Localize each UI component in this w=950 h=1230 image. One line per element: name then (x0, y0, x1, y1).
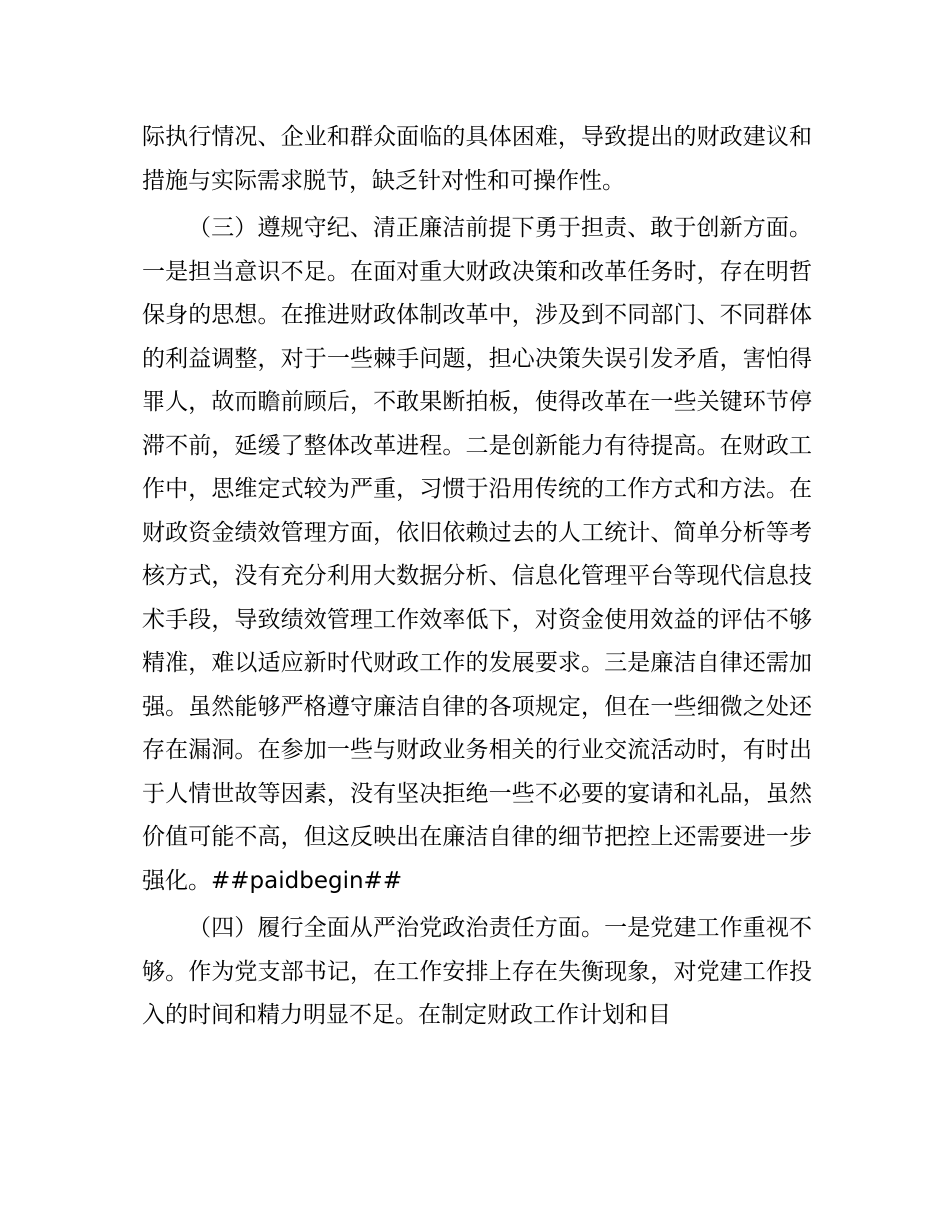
paragraph-section-three: （三）遵规守纪、清正廉洁前提下勇于担责、敢于创新方面。一是担当意识不足。在面对重大财政决策和改革任务时，存在明哲保身的思想。在推进财政体制改革中，涉及到不同部门、不同群体的利益调整，对于一些棘手问题，担心决策失误引发矛盾，害怕得罪人，故而瞻前顾后，不敢果断拍板，使得改革在一些关键环节停滞不前，延缓了整体改革进程。二是创新能力有待提高。在财政工作中，思维定式较为严重，习惯于沿用传统的工作方式和方法。在财政资金绩效管理方面，依旧依赖过去的人工统计、简单分析等考核方式，没有充分利用大数据分析、信息化管理平台等现代信息技术手段，导致绩效管理工作效率低下，对资金使用效益的评估不够精准，难以适应新时代财政工作的发展要求。三是廉洁自律还需加强。虽然能够严格遵守廉洁自律的各项规定，但在一些细微之处还存在漏洞。在参加一些与财政业务相关的行业交流活动时，有时出于人情世故等因素，没有坚决拒绝一些不必要的宴请和礼品，虽然价值可能不高，但这反映出在廉洁自律的细节把控上还需要进一步强化。##paidbegin## (142, 215, 812, 894)
paragraph-section-four: （四）履行全面从严治党政治责任方面。一是党建工作重视不够。作为党支部书记，在工作安排上存在失衡现象，对党建工作投入的时间和精力明显不足。在制定财政工作计划和目 (142, 915, 812, 1028)
paragraph-continuation: 际执行情况、企业和群众面临的具体困难，导致提出的财政建议和措施与实际需求脱节，缺乏针对性和可操作性。 (142, 124, 812, 194)
document-body (142, 116, 812, 1042)
